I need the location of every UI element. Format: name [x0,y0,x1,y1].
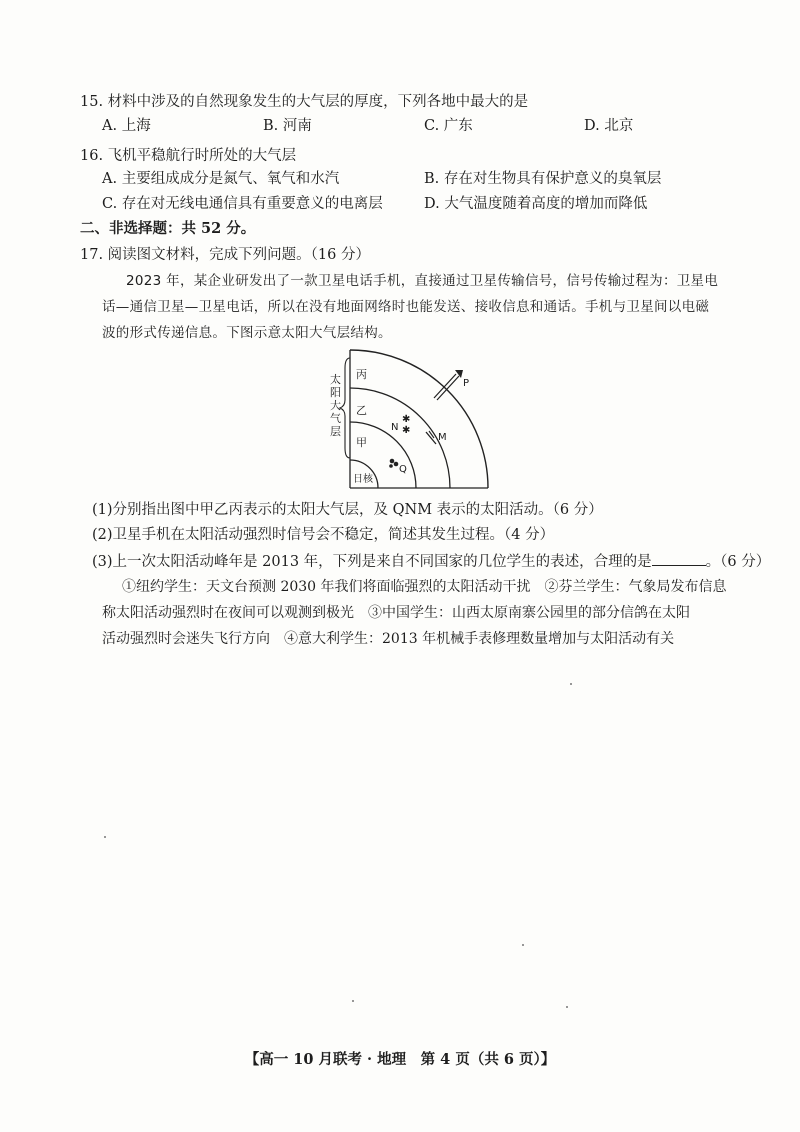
svg-text:✱: ✱ [402,425,411,436]
outer-corona-arc [350,350,488,488]
q17-sub3-statement-line-1: ①纽约学生：天文台预测 2030 年我们将面临强烈的太阳活动干扰 ②芬兰学生：气象局发布信息 [122,579,727,595]
q17-material-line-2: 话—通信卫星—卫星电话，所以在没有地面网络时也能发送、接收信息和通话。手机与卫星间以电磁 [102,299,710,315]
layer-label-jia: 甲 [356,436,367,449]
side-label [330,372,341,438]
side-label-char: 阳 [330,386,341,399]
q16-stem: 16. 飞机平稳航行时所处的大气层 [80,148,297,164]
layer-label-core: 日核 [353,474,373,485]
answer-blank[interactable] [652,551,706,566]
point-label-n: N [391,422,399,433]
svg-text:✱: ✱ [402,414,411,425]
page-footer: 【高一 10 月联考 · 地理 第 4 页（共 6 页）】 [244,1051,556,1068]
brace [340,358,350,458]
point-label-q: Q [399,464,407,475]
q15-option-b: B. 河南 [263,118,312,134]
q17-material-line-1: 2023 年，某企业研发出了一款卫星电话手机，直接通过卫星传输信号，信号传输过程为：卫星电 [126,273,719,289]
scan-speck [522,944,524,946]
side-label-char: 层 [330,425,341,438]
scan-speck [104,836,106,838]
layer-label-bing: 丙 [356,368,367,381]
q17-sub3-statement-line-3: 活动强烈时会迷失飞行方向 ④意大利学生：2013 年机械手表修理数量增加与太阳活动有关 [102,631,675,647]
q15-stem: 15. 材料中涉及的自然现象发生的大气层的厚度，下列各地中最大的是 [80,94,529,110]
side-label-char: 气 [330,412,341,425]
point-label-m: M [438,432,447,443]
q17-sub3-text: (3)上一次太阳活动峰年是 2013 年，下列是来自不同国家的几位学生的表述，合理的是 [92,554,652,570]
q17-material-line-3: 波的形式传递信息。下图示意太阳大气层结构。 [102,325,392,341]
n-flare-icon [402,414,410,436]
q17-sub3-statement-line-2: 称太阳活动强烈时在夜间可以观测到极光 ③中国学生：山西太原南寨公园里的部分信鸽在太阳 [102,605,690,621]
q17-sub2: (2)卫星手机在太阳活动强烈时信号会不稳定，简述其发生过程。（4 分） [92,527,555,543]
q17-sub3 [92,551,770,572]
solar-atmosphere-diagram [318,348,498,494]
point-label-p: P [463,378,470,389]
side-label-char: 大 [330,399,341,412]
q16-option-d: D. 大气温度随着高度的增加而降低 [424,196,648,212]
q15-option-d: D. 北京 [584,118,634,134]
q-sunspot-icon [389,459,398,468]
layer-label-yi: 乙 [356,404,367,417]
q16-option-c: C. 存在对无线电通信具有重要意义的电离层 [102,196,383,212]
m-flare-mark-icon [426,431,436,444]
scan-speck [566,1006,568,1008]
side-label-char: 太 [330,373,341,386]
q16-option-a: A. 主要组成成分是氮气、氧气和水汽 [102,171,340,187]
scan-speck [352,1000,354,1002]
scan-speck [570,683,572,685]
p-ejection-arrow-icon [434,370,463,400]
q15-option-a: A. 上海 [102,118,151,134]
q17-sub1: (1)分别指出图中甲乙丙表示的太阳大气层，及 QNM 表示的太阳活动。（6 分） [92,502,603,518]
q17-sub3-points: 。（6 分） [705,554,771,570]
q17-stem: 17. 阅读图文材料，完成下列问题。（16 分） [80,247,370,263]
section-heading: 二、非选择题：共 52 分。 [80,220,256,237]
q15-option-c: C. 广东 [424,118,473,134]
q16-option-b: B. 存在对生物具有保护意义的臭氧层 [424,171,662,187]
